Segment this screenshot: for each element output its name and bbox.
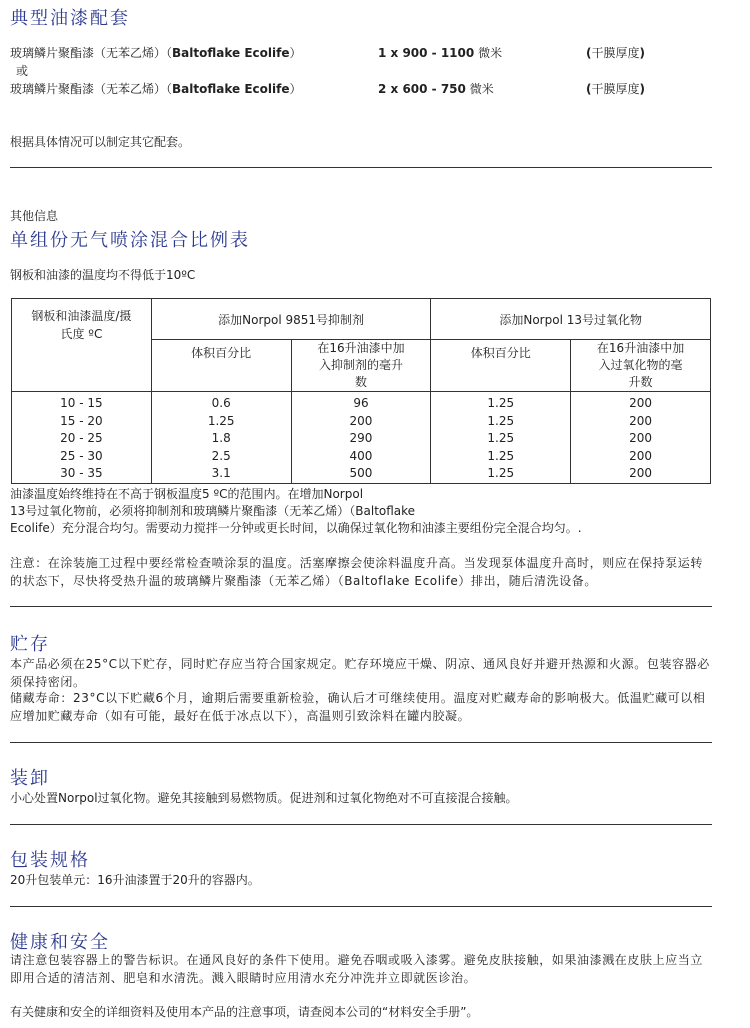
mixing-para-line-3: Ecolife）充分混合均匀。需要动力搅拌一分钟或更长时间，以确保过氧化物和油漆主要组份完全混合均匀。. — [10, 521, 582, 535]
table-cell: 25 - 30 — [60, 448, 103, 463]
peroxide-group-header: 添加Norpol 13号过氧化物 — [431, 299, 711, 340]
coating-row-1-product: 玻璃鳞片聚酯漆（无苯乙烯）（ — [10, 46, 173, 60]
peroxide-pct-column — [431, 392, 571, 484]
table-cell: 500 — [349, 466, 373, 480]
coating-row-1-note: (干膜厚度) — [586, 46, 645, 60]
packaging-title: 包装规格 — [10, 850, 90, 871]
coating-row-2-spec-unit: 微米 — [469, 82, 494, 96]
divider — [10, 906, 712, 907]
divider — [10, 606, 712, 607]
mixing-table-title: 单组份无气喷涂混合比例表 — [10, 230, 250, 251]
coating-row-1-spec-num: 1 x 900 - 1100 — [378, 46, 475, 60]
table-cell: 200 — [629, 448, 653, 463]
temperature-note: 钢板和油漆的温度均不得低于10ºC — [10, 268, 196, 282]
health-safety-para-1: 请注意包装容器上的警告标识。在通风良好的条件下使用。避免吞咽或吸入漆雾。避免皮肤接触，如果油漆溅在皮肤上应当立即用合适的清洁剂、肥皂和水清洗。溅入眼睛时应用清水充分冲洗并立即就医诊治。 — [10, 953, 704, 985]
table-cell: 1.8 — [211, 431, 231, 445]
handling-title: 装卸 — [10, 768, 50, 789]
table-cell: 2.5 — [211, 448, 231, 463]
mixing-para-line-2: 13号过氧化物前，必须将抑制剂和玻璃鳞片聚酯漆（无苯乙烯）（Baltoflake — [10, 504, 416, 518]
coating-system-title: 典型油漆配套 — [10, 8, 130, 29]
inhibitor-ml-header: 在16升油漆中加入抑制剂的毫升数 — [291, 340, 431, 392]
inhibitor-pct-header: 体积百分比 — [151, 340, 291, 392]
coating-remark: 根据具体情况可以制定其它配套。 — [10, 135, 191, 149]
temperature-column — [12, 392, 152, 484]
coating-row-1-spec — [378, 45, 502, 61]
coating-row-1-spec-unit: 微米 — [478, 46, 503, 60]
storage-para-2: 储藏寿命：23°C以下贮藏6个月，逾期后需要重新检验，确认后才可继续使用。温度对贮藏寿命的影响极大。低温贮藏可以相应增加贮藏寿命（如有可能，最好在低于冰点以下），高温则引致涂料在罐内胶凝。 — [10, 691, 706, 723]
table-cell: 400 — [349, 448, 373, 463]
coating-row-2-spec — [378, 81, 494, 97]
storage-title: 贮存 — [10, 634, 50, 655]
table-cell: 1.25 — [207, 413, 235, 428]
table-cell: 0.6 — [211, 396, 231, 410]
health-safety-title: 健康和安全 — [10, 932, 110, 953]
divider — [10, 167, 712, 168]
coating-row-2-note: (干膜厚度) — [586, 82, 645, 96]
coating-row-1 — [10, 45, 301, 61]
inhibitor-ml-column — [291, 392, 431, 484]
handling-text: 小心处置Norpol过氧化物。避免其接触到易燃物质。促进剂和过氧化物绝对不可直接混合接触。 — [10, 791, 518, 805]
table-cell: 30 - 35 — [60, 466, 103, 480]
coating-row-2 — [10, 81, 301, 97]
table-cell: 3.1 — [211, 466, 231, 480]
coating-row-2-spec-num: 2 x 600 - 750 — [378, 82, 466, 96]
other-info-label: 其他信息 — [10, 209, 59, 223]
table-cell: 1.25 — [487, 448, 515, 463]
storage-para-1: 本产品必须在25°C以下贮存，同时贮存应当符合国家规定。贮存环境应干燥、阴凉、通风良好并避开热源和火源。包装容器必须保持密闭。 — [10, 657, 710, 689]
table-cell: 10 - 15 — [60, 396, 103, 410]
peroxide-ml-column — [571, 392, 711, 484]
pump-caution: 注意：在涂装施工过程中要经常检查喷涂泵的温度。活塞摩擦会使涂料温度升高。当发现泵体温度升高时，则应在保持泵运转的状态下，尽快将受热升温的玻璃鳞片聚酯漆（无苯乙烯）（Baltoflake Ecolife）排出，随后清洗设备。 — [10, 556, 704, 588]
table-cell: 200 — [629, 466, 653, 480]
coating-row-1-brand: Baltoflake Ecolife — [172, 46, 290, 60]
table-cell: 1.25 — [487, 396, 515, 410]
col-temperature-header: 钢板和油漆温度/摄氏度 ºC — [12, 299, 152, 392]
peroxide-ml-header: 在16升油漆中加入过氧化物的毫升数 — [571, 340, 711, 392]
table-cell: 290 — [349, 431, 373, 445]
divider — [10, 824, 712, 825]
table-cell: 200 — [629, 396, 653, 410]
table-cell: 1.25 — [487, 431, 515, 445]
table-cell: 200 — [629, 431, 653, 445]
table-cell: 20 - 25 — [60, 431, 103, 445]
coating-row-2-product: 玻璃鳞片聚酯漆（无苯乙烯）（ — [10, 82, 173, 96]
mixing-ratio-table — [11, 298, 711, 484]
coating-row-1-close: ） — [289, 46, 302, 60]
inhibitor-pct-column — [151, 392, 291, 484]
table-cell: 1.25 — [487, 466, 515, 480]
or-label: 或 — [16, 64, 29, 78]
table-cell: 1.25 — [487, 413, 515, 428]
table-cell: 15 - 20 — [60, 413, 103, 428]
table-cell: 96 — [353, 396, 369, 410]
health-safety-para-2: 有关健康和安全的详细资料及使用本产品的注意事项，请查阅本公司的“材料安全手册”。 — [10, 1005, 479, 1019]
peroxide-pct-header: 体积百分比 — [431, 340, 571, 392]
packaging-text: 20升包装单元：16升油漆置于20升的容器内。 — [10, 873, 260, 887]
coating-row-2-brand: Baltoflake Ecolife — [172, 82, 290, 96]
divider — [10, 742, 712, 743]
table-cell: 200 — [629, 413, 653, 428]
table-cell: 200 — [349, 413, 373, 428]
mixing-para-line-1: 油漆温度始终维持在不高于钢板温度5 ºC的范围内。在增加Norpol — [10, 487, 364, 501]
coating-row-2-close: ） — [289, 82, 302, 96]
inhibitor-group-header: 添加Norpol 9851号抑制剂 — [151, 299, 431, 340]
